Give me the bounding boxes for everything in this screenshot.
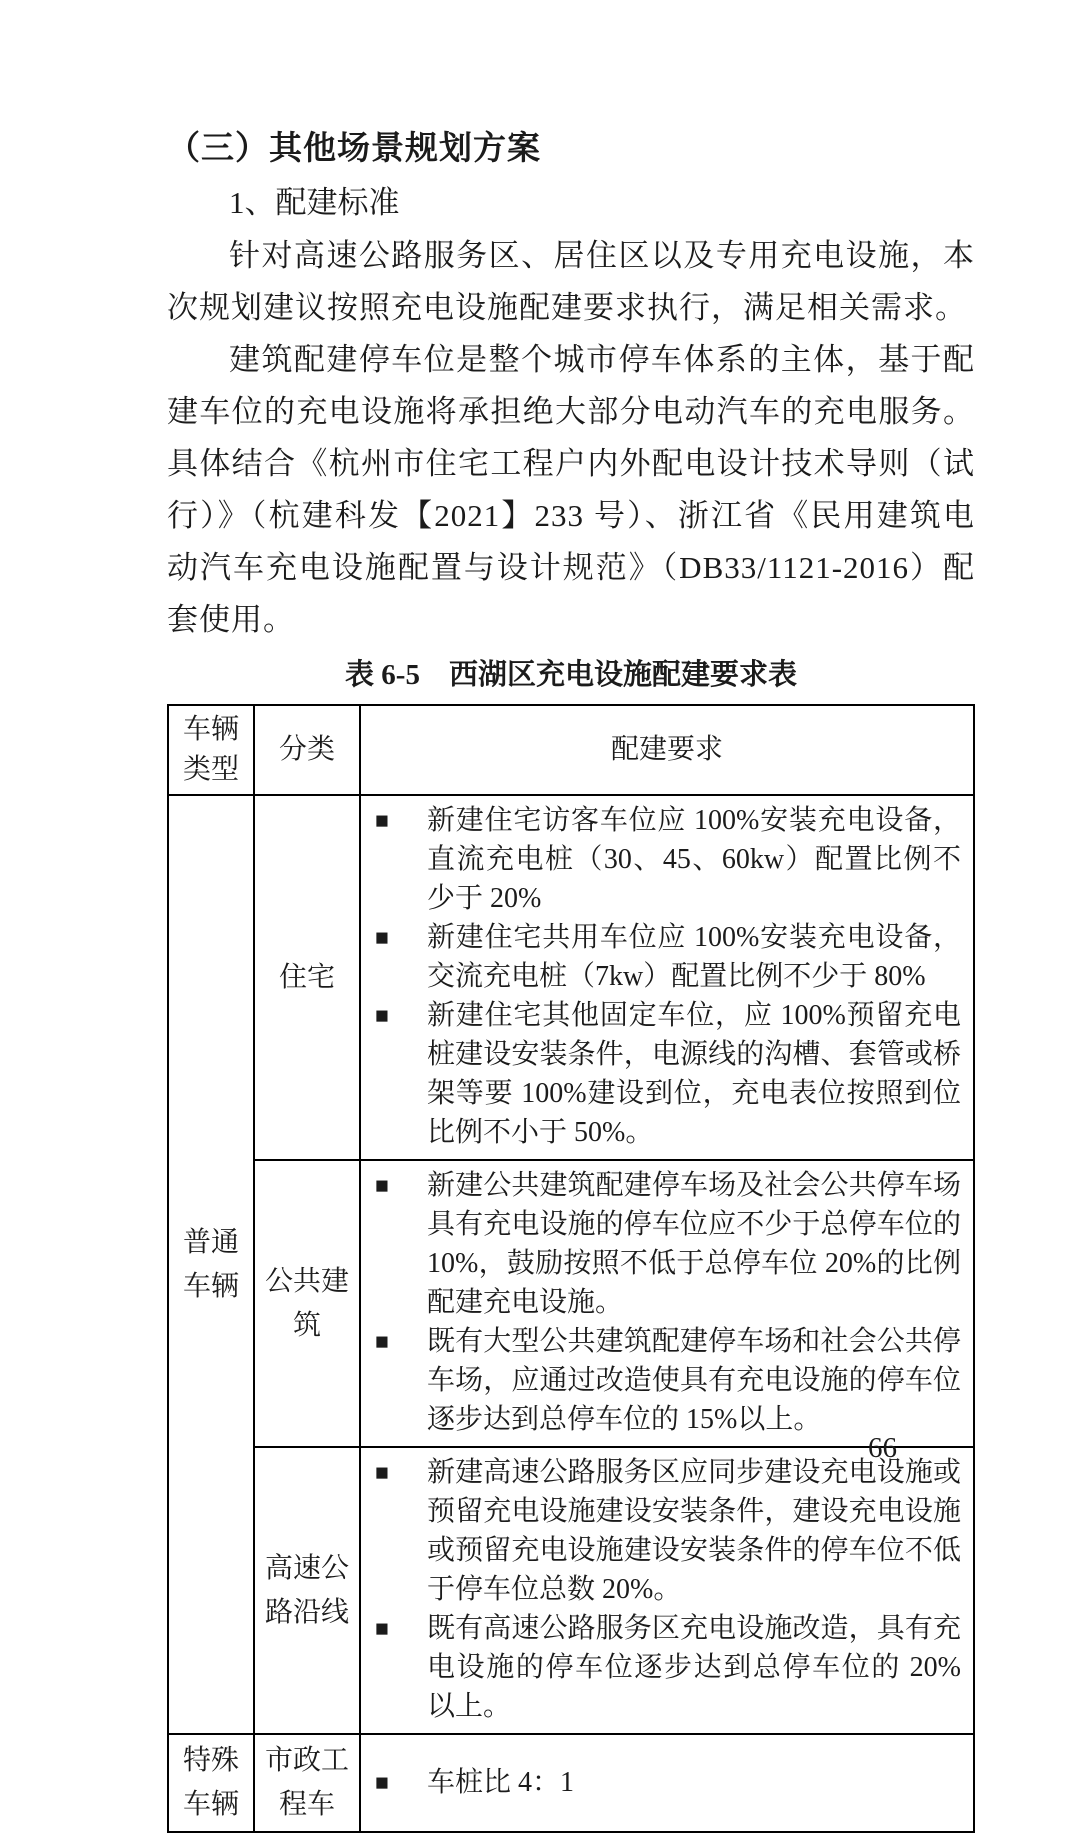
section-heading: （三）其他场景规划方案 xyxy=(167,131,541,167)
table-row xyxy=(168,1734,974,1832)
vehicle-type-cell: 特殊车辆 xyxy=(168,1734,254,1832)
vehicle-type-cell: 普通车辆 xyxy=(168,795,254,1734)
table-caption: 表 6-5 西湖区充电设施配建要求表 xyxy=(345,659,797,691)
page-number: 66 xyxy=(868,1432,897,1464)
requirements-cell xyxy=(360,1734,974,1832)
table-row xyxy=(168,795,974,1160)
requirement-item xyxy=(371,1166,961,1322)
requirement-text: 车桩比 4：1 xyxy=(427,1766,575,1798)
body-paragraph: 针对高速公路服务区、居住区以及专用充电设施，本次规划建议按照充电设施配建要求执行，满足相关需求。 xyxy=(167,238,975,325)
table-row xyxy=(168,1447,974,1734)
square-bullet-icon: ■ xyxy=(375,1769,389,1795)
requirement-item xyxy=(371,1322,961,1439)
square-bullet-icon: ■ xyxy=(375,808,389,833)
table-header-row xyxy=(168,705,974,795)
header-requirements: 配建要求 xyxy=(360,705,974,795)
requirements-cell xyxy=(360,1447,974,1734)
square-bullet-icon: ■ xyxy=(375,1003,389,1028)
body-paragraph: 建筑配建停车位是整个城市停车体系的主体，基于配建车位的充电设施将承担绝大部分电动汽车的充电服务。具体结合《杭州市住宅工程户内外配电设计技术导则（试行）》（杭建科发【2021】233 号）、浙江省《民用建筑电动汽车充电设施配置与设计规范》（DB33/1121-2016）配套使用。 xyxy=(167,342,975,637)
requirement-item xyxy=(371,996,961,1152)
requirement-text: 新建公共建筑配建停车场及社会公共停车场具有充电设施的停车位应不少于总停车位的 10%，鼓励按照不低于总停车位 20%的比例配建充电设施。 xyxy=(427,1170,961,1318)
square-bullet-icon: ■ xyxy=(375,925,389,950)
requirement-item xyxy=(371,918,961,996)
requirement-item xyxy=(371,1609,961,1726)
requirement-item xyxy=(371,1763,961,1802)
header-vehicle-type: 车辆类型 xyxy=(168,705,254,795)
requirement-text: 既有大型公共建筑配建停车场和社会公共停车场，应通过改造使具有充电设施的停车位逐步达到总停车位的 15%以上。 xyxy=(427,1326,961,1435)
category-cell: 住宅 xyxy=(254,795,360,1160)
category-cell: 高速公路沿线 xyxy=(254,1447,360,1734)
subsection-heading: 1、配建标准 xyxy=(229,185,400,220)
requirement-text: 新建住宅其他固定车位，应 100%预留充电桩建设安装条件，电源线的沟槽、套管或桥架等要 100%建设到位，充电表位按照到位比例不小于 50%。 xyxy=(427,1000,961,1148)
requirement-item xyxy=(371,1453,961,1609)
requirements-cell xyxy=(360,1160,974,1447)
requirement-text: 既有高速公路服务区充电设施改造，具有充电设施的停车位逐步达到总停车位的 20%以上。 xyxy=(427,1613,961,1722)
table-row xyxy=(168,1160,974,1447)
requirement-item xyxy=(371,801,961,918)
charging-requirements-table xyxy=(167,704,975,1833)
square-bullet-icon: ■ xyxy=(375,1616,389,1641)
requirements-cell xyxy=(360,795,974,1160)
header-category: 分类 xyxy=(254,705,360,795)
square-bullet-icon: ■ xyxy=(375,1460,389,1485)
requirement-text: 新建住宅访客车位应 100%安装充电设备，直流充电桩（30、45、60kw）配置比例不少于 20% xyxy=(427,805,961,914)
category-cell: 公共建筑 xyxy=(254,1160,360,1447)
category-cell: 市政工程车 xyxy=(254,1734,360,1832)
requirement-text: 新建住宅共用车位应 100%安装充电设备，交流充电桩（7kw）配置比例不少于 80% xyxy=(427,922,961,992)
requirement-text: 新建高速公路服务区应同步建设充电设施或预留充电设施建设安装条件，建设充电设施或预留充电设施建设安装条件的停车位不低于停车位总数 20%。 xyxy=(427,1457,961,1605)
square-bullet-icon: ■ xyxy=(375,1173,389,1198)
square-bullet-icon: ■ xyxy=(375,1329,389,1354)
